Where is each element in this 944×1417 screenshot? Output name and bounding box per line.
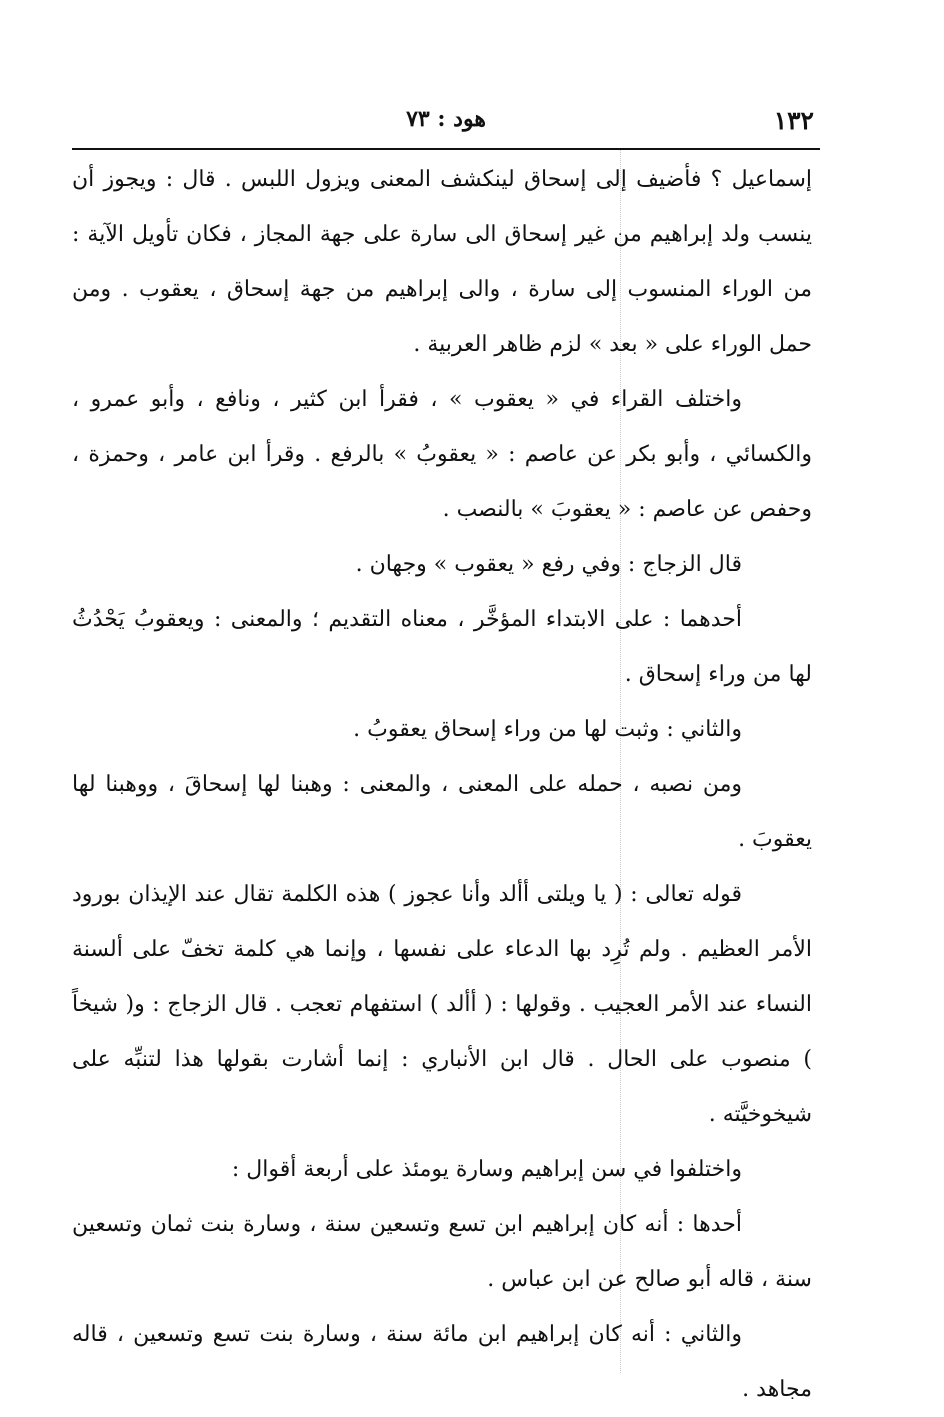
paragraph-first-view: أحدهما : على الابتداء المؤخَّر ، معناه التقديم ؛ والمعنى : ويعقوبُ يَحْدُثُ لها من وراء إسحاق .: [72, 607, 812, 687]
paragraph-verse-commentary: قوله تعالى : ( يا ويلتى أألد وأنا عجوز ) هذه الكلمة تقال عند الإيذان بورود الأمر العظيم . ولم تُرِد بها الدعاء على نفسها ، وإنما هي كلمة تخفّ على ألسنة النساء عند الأمر العجيب . وقولها : ( أألد ) استفهام تعجب . قال الزجاج : و( شيخاً ) منصوب على الحال . قال ابن الأنباري : إنما أشارت بقولها هذا لتنبِّه على شيخوخيَّته .: [72, 882, 812, 1127]
paragraph-ages-intro: واختلفوا في سن إبراهيم وسارة يومئذ على أربعة أقوال :: [231, 1157, 742, 1182]
paragraph-zajjaj: قال الزجاج : وفي رفع « يعقوب » وجهان .: [355, 552, 742, 577]
page-number: ١٣٢: [773, 106, 814, 135]
paragraph-continuation: إسماعيل ؟ فأضيف إلى إسحاق لينكشف المعنى ويزول اللبس . قال : ويجوز أن ينسب ولد إبراهيم من غير إسحاق الى سارة على جهة المجاز ، فكان تأويل الآية : من الوراء المنسوب إلى سارة ، والى إبراهيم من جهة إسحاق ، يعقوب . ومن حمل الوراء على « بعد » لزم ظاهر العربية .: [72, 167, 812, 357]
page-header: [72, 104, 820, 148]
paragraph-second-view: والثاني : وثبت لها من وراء إسحاق يعقوبُ .: [353, 717, 742, 742]
paragraph-first-saying: أحدها : أنه كان إبراهيم ابن تسع وتسعين سنة ، وسارة بنت ثمان وتسعين سنة ، قاله أبو صالح عن ابن عباس .: [72, 1212, 812, 1292]
paragraph-nasb: ومن نصبه ، حمله على المعنى ، والمعنى : وهبنا لها إسحاقَ ، ووهبنا لها يعقوبَ .: [72, 772, 812, 852]
header-rule: [72, 148, 820, 150]
body-text: [72, 152, 812, 1417]
paragraph-qiraat: واختلف القراء في « يعقوب » ، فقرأ ابن كثير ، ونافع ، وأبو عمرو ، والكسائي ، وأبو بكر عن عاصم : « يعقوبُ » بالرفع . وقرأ ابن عامر ، وحمزة ، وحفص عن عاصم : « يعقوبَ » بالنصب .: [72, 387, 812, 522]
running-title: هود : ٧٣: [406, 106, 486, 132]
paragraph-second-saying: والثاني : أنه كان إبراهيم ابن مائة سنة ، وسارة بنت تسع وتسعين ، قاله مجاهد .: [72, 1322, 812, 1402]
